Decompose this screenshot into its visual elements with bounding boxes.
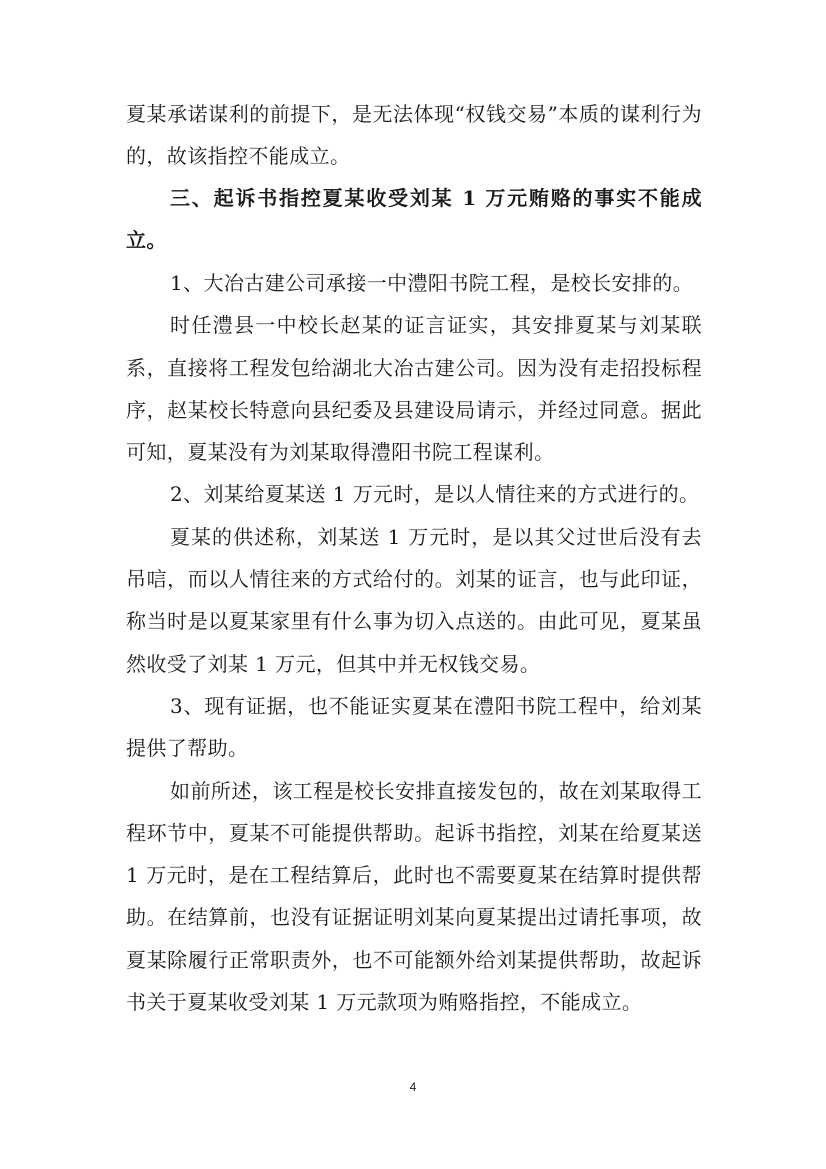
subheading-2: 2、刘某给夏某送 1 万元时，是以人情往来的方式进行的。 [170, 482, 700, 507]
paragraph-1: 夏某承诺谋利的前提下，是无法体现“权钱交易”本质的谋利行为的，故该指控不能成立。 [126, 102, 702, 169]
text-block-intro [126, 93, 702, 178]
subheading-1: 1、大冶古建公司承接一中澧阳书院工程，是校长安排的。 [170, 271, 694, 295]
text-block-heading [126, 177, 702, 262]
page-number: 4 [409, 1080, 417, 1094]
paragraph-2: 时任澧县一中校长赵某的证言证实，其安排夏某与刘某联系，直接将工程发包给湖北大冶古建公司。因为没有走招投标程序，赵某校长特意向县纪委及县建设局请示，并经过同意。据此可知，夏某没有为刘某取得澧阳书院工程谋利。 [126, 313, 702, 465]
section-heading: 三、起诉书指控夏某收受刘某 1 万元贿赂的事实不能成立。 [126, 186, 702, 253]
text-block-body [126, 262, 702, 1023]
paragraph-4: 如前所述，该工程是校长安排直接发包的，故在刘某取得工程环节中，夏某不可能提供帮助。起诉书指控，刘某在给夏某送 1 万元时，是在工程结算后，此时也不需要夏某在结算时提供帮助。在结算前，也没有证据证明刘某向夏某提出过请托事项，故夏某除履行正常职责外，也不可能额外给刘某提供帮助，故起诉书关于夏某收受刘某 1 万元款项为贿赂指控，不能成立。 [126, 778, 702, 1015]
subheading-3: 3、现有证据，也不能证实夏某在澧阳书院工程中，给刘某提供了帮助。 [126, 693, 702, 761]
paragraph-3: 夏某的供述称，刘某送 1 万元时，是以其父过世后没有去吊唁，而以人情往来的方式给付的。刘某的证言，也与此印证，称当时是以夏某家里有什么事为切入点送的。由此可见，夏某虽然收受了刘某 1 万元，但其中并无权钱交易。 [126, 524, 702, 676]
